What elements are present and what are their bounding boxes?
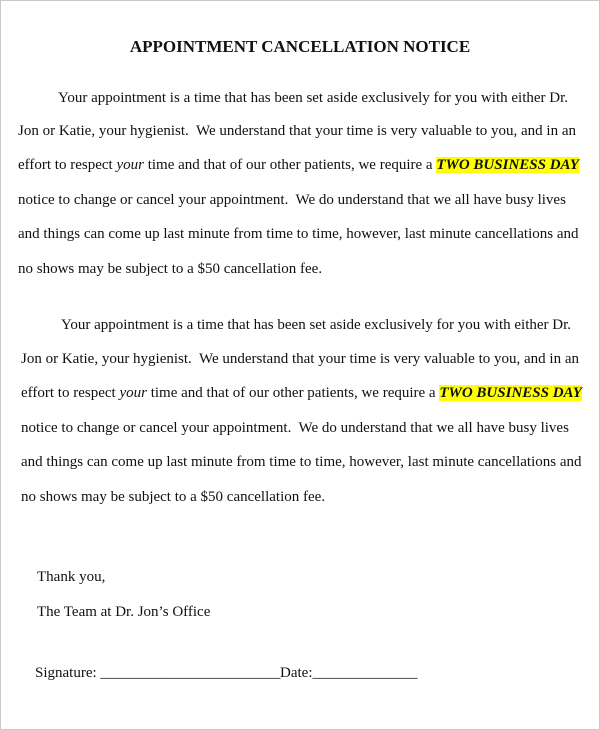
paragraph-1-line-3 — [18, 156, 579, 174]
paragraph-1-line-2: Jon or Katie, your hygienist. We understand that your time is very valuable to you, and in an — [18, 123, 576, 139]
date-field: Date:______________ — [280, 665, 418, 681]
paragraph-2-line-4: notice to change or cancel your appointment. We do understand that we all have busy lives — [21, 420, 569, 436]
text: time and that of our other patients, we require a — [146, 385, 440, 401]
paragraph-2-line-3 — [21, 384, 582, 402]
text: effort to respect — [18, 157, 117, 173]
paragraph-1-line-1: Your appointment is a time that has been set aside exclusively for you with either Dr. — [58, 90, 569, 106]
emphasis-text: your — [116, 157, 144, 173]
highlighted-text: TWO BUSINESS DAY — [436, 157, 579, 173]
paragraph-2-line-2: Jon or Katie, your hygienist. We understand that your time is very valuable to you, and in an — [21, 351, 579, 367]
paragraph-1-line-5: and things can come up last minute from time to time, however, last minute cancellations and — [18, 226, 579, 242]
text: time and that of our other patients, we require a — [143, 157, 437, 173]
document-title: APPOINTMENT CANCELLATION NOTICE — [129, 37, 471, 56]
paragraph-1-line-4: notice to change or cancel your appointment. We do understand that we all have busy lives — [18, 192, 566, 208]
emphasis-text: your — [119, 385, 147, 401]
paragraph-2-line-1: Your appointment is a time that has been set aside exclusively for you with either Dr. — [61, 317, 572, 333]
signature-field: Signature: ________________________ — [35, 665, 281, 681]
sender: The Team at Dr. Jon’s Office — [37, 604, 211, 620]
closing: Thank you, — [37, 569, 106, 585]
paragraph-2-line-5: and things can come up last minute from time to time, however, last minute cancellations and — [21, 454, 582, 470]
highlighted-text: TWO BUSINESS DAY — [439, 385, 582, 401]
paragraph-2-line-6: no shows may be subject to a $50 cancellation fee. — [21, 489, 326, 505]
text: effort to respect — [21, 385, 120, 401]
paragraph-1-line-6: no shows may be subject to a $50 cancellation fee. — [18, 261, 323, 277]
